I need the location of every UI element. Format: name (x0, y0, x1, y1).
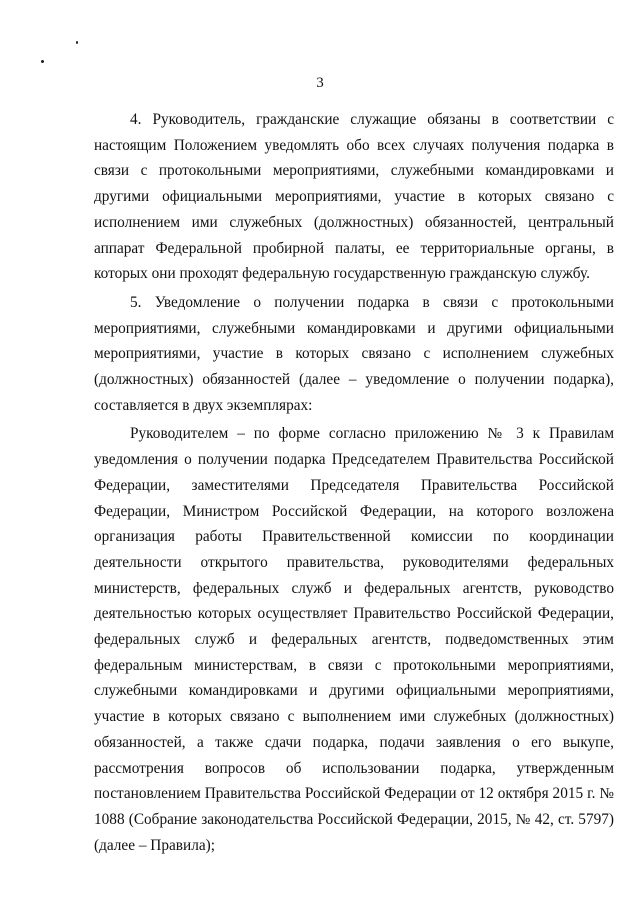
scan-speck (76, 41, 78, 44)
paragraph-head-form: Руководителем – по форме согласно приложению № 3 к Правилам уведомления о получении подарка Председателем Правительства Российской Федерации, заместителями Председателя Правительства Российской Федерации, Министром Российской Федерации, на которого возложена организация работы Правительственной комиссии по координации деятельности открытого правительства, руководителями федеральных министерств, федеральных служб и федеральных агентств, руководство деятельностью которых осуществляет Правительство Российской Федерации, федеральных служб и федеральных агентств, подведомственных этим федеральным министерствам, в связи с протокольными мероприятиями, служебными командировками и другими официальными мероприятиями, участие в которых связано с выполнением ими служебных (должностных) обязанностей, а также сдачи подарка, подачи заявления о его выкупе, рассмотрения вопросов об использовании подарка, утвержденным постановлением Правительства Российской Федерации от 12 октября 2015 г. № 1088 (Собрание законодательства Российской Федерации, 2015, № 42, ст. 5797) (далее – Правила); (94, 425, 614, 854)
paragraph-5: 5. Уведомление о получении подарка в связи с протокольными мероприятиями, служебными командировками и другими официальными мероприятиями, участие в которых связано с исполнением служебных (должностных) обязанностей (далее – уведомление о получении подарка), составляется в двух экземплярах: (94, 293, 614, 414)
scan-speck (41, 60, 44, 63)
page-number: 3 (316, 75, 324, 91)
document-body (94, 107, 614, 861)
paragraph-4: 4. Руководитель, гражданские служащие обязаны в соответствии с настоящим Положением уведомлять обо всех случаях получения подарка в связи с протокольными мероприятиями, служебными командировками и другими официальными мероприятиями, участие в которых связано с исполнением ими служебных (должностных) обязанностей, центральный аппарат Федеральной пробирной палаты, ее территориальные органы, в которых они проходят федеральную государственную гражданскую службу. (94, 111, 614, 283)
